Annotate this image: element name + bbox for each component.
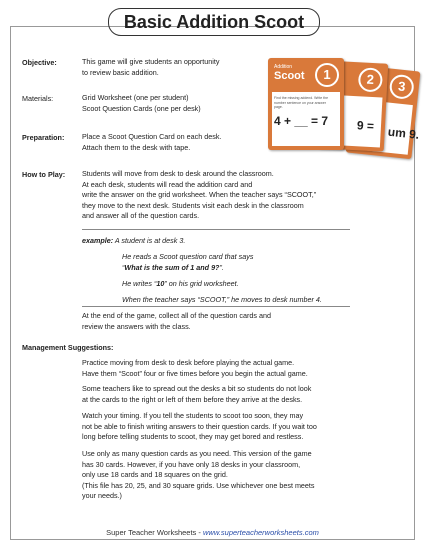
- card-instruction: Find the missing addend. Write the number sentence on your answer page.: [274, 96, 329, 109]
- card-number-badge: 2: [358, 67, 383, 92]
- management-label: Management Suggestions:: [22, 343, 114, 352]
- text-line: This game will give students an opportunity: [82, 57, 220, 66]
- card-caption-main: Scoot: [274, 70, 305, 82]
- text-line: Scoot Question Cards (one per desk): [82, 103, 201, 113]
- management-paragraph: [82, 449, 352, 502]
- end-of-game-text: [82, 311, 271, 332]
- example-heading: [82, 236, 185, 246]
- example-text: A student is at desk 3.: [114, 236, 186, 245]
- text-line: they move to the next desk. Students visit each desk in the classroom: [82, 200, 304, 210]
- text-line: At the end of the game, collect all of the question cards and: [82, 311, 271, 320]
- text-line: and answer all of the question cards.: [82, 211, 200, 220]
- example-answer: [122, 279, 239, 289]
- objective-label: Objective:: [22, 58, 57, 67]
- text-line: review the answers with the class.: [82, 321, 191, 331]
- text-line: write the answer on the grid worksheet. When the teacher says “SCOOT,”: [82, 190, 317, 199]
- example-question: [122, 263, 224, 273]
- divider: [82, 229, 350, 230]
- text-line: At each desk, students will read the addition card and: [82, 179, 253, 189]
- text-line: Some teachers like to spread out the desks a bit so students do not look: [82, 384, 312, 393]
- text-line: Practice moving from desk to desk before playing the actual game.: [82, 358, 295, 367]
- materials-text: [82, 93, 201, 114]
- text-line: Grid Worksheet (one per student): [82, 93, 189, 102]
- text-line: Use only as many question cards as you need. This version of the game: [82, 449, 312, 458]
- card-caption-top: Addition: [274, 64, 293, 70]
- text-line: Have them “Scoot” four or five times before you begin the actual game.: [82, 368, 308, 378]
- management-paragraph: [82, 384, 352, 405]
- preparation-text: [82, 132, 221, 153]
- management-paragraph: [82, 411, 352, 443]
- text-line: has 30 cards. However, if you have only 18 desks in your classroom,: [82, 459, 301, 469]
- example-line: When the teacher says “SCOOT,” he moves to desk number 4.: [122, 295, 322, 304]
- preparation-label: Preparation:: [22, 133, 65, 142]
- page-title: Basic Addition Scoot: [108, 8, 320, 36]
- text-line: Watch your timing. If you tell the students to scoot too soon, they may: [82, 411, 304, 420]
- example-line: He reads a Scoot question card that says: [122, 252, 254, 261]
- example-question-text: What is the sum of 1 and 9?: [124, 263, 220, 272]
- text-line: long before telling students to scoot, they may get bored and restless.: [82, 432, 304, 441]
- objective-text: [82, 57, 219, 78]
- text-line: to review basic addition.: [82, 67, 159, 77]
- footer-text: Super Teacher Worksheets -: [106, 528, 203, 537]
- text-line: Attach them to the desk with tape.: [82, 142, 191, 152]
- example-label: example:: [82, 236, 114, 245]
- card-equation: 4 + __ = 7: [274, 114, 329, 128]
- scoot-card-1: [268, 58, 344, 150]
- quote-close: ”.: [219, 263, 224, 272]
- how-to-play-text: [82, 169, 316, 222]
- text-line: Place a Scoot Question Card on each desk.: [82, 132, 222, 141]
- card-number-badge: 1: [315, 63, 339, 87]
- text-line: your needs.): [82, 491, 122, 500]
- example-answer-suffix: ” on his grid worksheet.: [164, 279, 239, 288]
- text-line: Students will move from desk to desk around the classroom.: [82, 169, 274, 178]
- footer: [0, 528, 425, 537]
- text-line: (This file has 20, 25, and 30 square grids. Use whichever one best meets: [82, 480, 315, 490]
- materials-label: Materials:: [22, 94, 54, 103]
- text-line: not be able to finish writing answers to their question cards. If you wait too: [82, 421, 317, 431]
- footer-link[interactable]: www.superteacherworksheets.com: [202, 528, 319, 537]
- example-answer-prefix: He writes “: [122, 279, 157, 288]
- text-line: only use 18 cards and 18 squares on the grid.: [82, 470, 228, 479]
- quote-open: “: [122, 263, 125, 272]
- example-answer-value: 10: [156, 279, 165, 288]
- card-equation: um 9.: [387, 124, 420, 142]
- card-equation: 9 =: [356, 118, 375, 134]
- card-number-badge: 3: [389, 74, 415, 100]
- management-paragraph: [82, 358, 352, 379]
- divider: [82, 306, 350, 307]
- text-line: at the cards to the right or left of them before they arrive at the desks.: [82, 394, 303, 404]
- how-to-play-label: How to Play:: [22, 170, 66, 179]
